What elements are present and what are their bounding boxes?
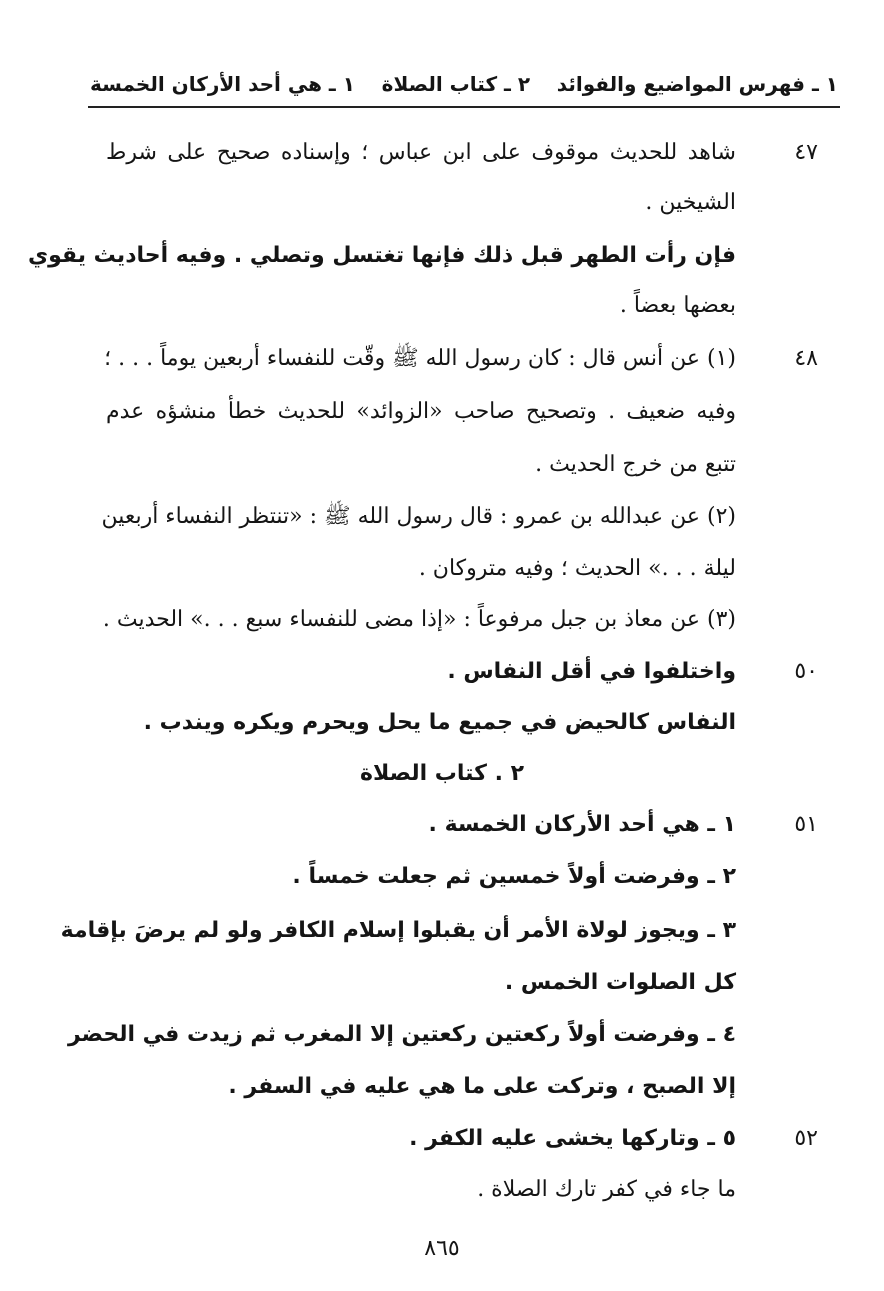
entry-number: ٤٧ <box>794 140 818 165</box>
entry-number: ٥٢ <box>794 1126 818 1151</box>
entry-number: ٤٨ <box>794 346 818 371</box>
entry-number: ٥١ <box>794 812 818 837</box>
entry-line: وفيه ضعيف . وتصحيح صاحب «الزوائد» للحديث خطأ منشؤه عدم <box>106 399 736 424</box>
entry-line: واختلفوا في أقل النفاس . <box>447 659 736 684</box>
entry-line: إلا الصبح ، وتركت على ما هي عليه في السفر . <box>228 1074 736 1099</box>
entry-rule-bold: فإن رأت الطهر قبل ذلك فإنها تغتسل وتصلي . وفيه أحاديث يقوي <box>27 243 736 268</box>
entry-line: ليلة . . .» الحديث ؛ وفيه متروكان . <box>418 556 736 581</box>
header-divider <box>88 106 840 108</box>
entry-number: ٥٠ <box>794 659 818 684</box>
entry-line: ٢ ـ وفرضت أولاً خمسين ثم جعلت خمساً . <box>292 864 736 889</box>
header-section-title: ١ ـ فهرس المواضيع والفوائد <box>556 72 838 96</box>
running-header <box>90 66 838 102</box>
entry-line: (٣) عن معاذ بن جبل مرفوعاً : «إذا مضى للنفساء سبع . . .» الحديث . <box>102 607 736 632</box>
header-chapter-title: ٢ ـ كتاب الصلاة <box>381 72 531 96</box>
entry-line: ١ ـ هي أحد الأركان الخمسة . <box>428 812 736 837</box>
header-topic-title: ١ ـ هي أحد الأركان الخمسة <box>90 72 355 96</box>
entry-line: الشيخين . <box>645 190 736 215</box>
entry-line: تتبع من خرج الحديث . <box>535 452 736 477</box>
entry-line: (١) عن أنس قال : كان رسول الله ﷺ وقّت للنفساء أربعين يوماً . . . ؛ <box>104 346 736 371</box>
entry-line: ٥ ـ وتاركها يخشى عليه الكفر . <box>409 1126 736 1151</box>
entry-line <box>27 239 736 273</box>
page-number: ٨٦٥ <box>424 1236 460 1261</box>
entry-line: (٢) عن عبدالله بن عمرو : قال رسول الله ﷺ : «تنتظر النفساء أربعين <box>101 504 736 529</box>
entry-line: ٣ ـ ويجوز لولاة الأمر أن يقبلوا إسلام الكافر ولو لم يرضَ بإقامة <box>60 918 736 943</box>
entry-line: ما جاء في كفر تارك الصلاة . <box>477 1177 736 1202</box>
entry-line: كل الصلوات الخمس . <box>504 970 736 995</box>
entry-line: ٤ ـ وفرضت أولاً ركعتين ركعتين إلا المغرب ثم زيدت في الحضر <box>67 1022 736 1047</box>
entry-line: النفاس كالحيض في جميع ما يحل ويحرم ويكره ويندب . <box>143 710 736 735</box>
entry-line: شاهد للحديث موقوف على ابن عباس ؛ وإسناده صحيح على شرط <box>106 140 736 165</box>
entry-line: بعضها بعضاً . <box>619 293 736 318</box>
chapter-heading: ٢ . كتاب الصلاة <box>359 761 525 786</box>
